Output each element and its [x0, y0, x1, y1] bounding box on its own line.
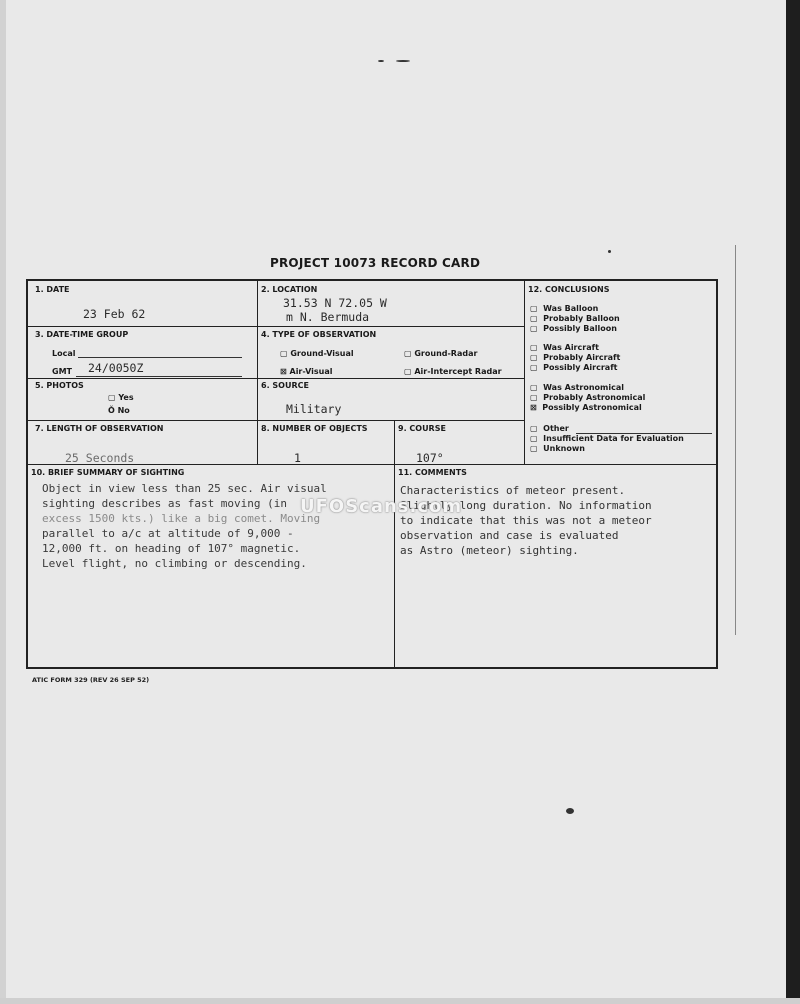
location-place: m N. Bermuda — [286, 310, 370, 324]
conclusion-probably-aircraft: ▢ Probably Aircraft — [530, 353, 621, 362]
comment-line: Characteristics of meteor present. — [400, 484, 626, 497]
checkbox-icon: ▢ — [530, 363, 538, 372]
date-label: 1. DATE — [35, 285, 70, 294]
course-value: 107° — [416, 451, 444, 465]
summary-line: parallel to a/c at altitude of 9,000 - — [42, 527, 294, 540]
checkbox-icon: ▢ — [530, 444, 538, 453]
photos-no-option: Ŏ No — [108, 406, 130, 415]
conclusion-was-astronomical: ▢ Was Astronomical — [530, 383, 624, 392]
gmt-value: 24/0050Z — [88, 361, 144, 375]
checkbox-icon: ▢ — [530, 424, 538, 433]
conclusion-probably-balloon: ▢ Probably Balloon — [530, 314, 620, 323]
length-value: 25 Seconds — [65, 451, 135, 465]
air-visual-option: ⊠ Air-Visual — [280, 367, 333, 376]
local-label: Local — [52, 349, 76, 358]
conclusion-possibly-astronomical: ⊠ Possibly Astronomical — [530, 403, 642, 412]
checkbox-icon: ▢ — [530, 324, 538, 333]
scan-right-edge — [786, 0, 800, 1004]
form-footer: ATIC FORM 329 (REV 26 SEP 52) — [32, 676, 150, 684]
local-underline — [78, 357, 242, 358]
speck — [566, 808, 574, 814]
checkbox-icon: ▢ — [404, 367, 412, 376]
source-label: 6. SOURCE — [261, 381, 309, 390]
length-label: 7. LENGTH OF OBSERVATION — [35, 424, 164, 433]
checkbox-icon: ▢ — [404, 349, 412, 358]
summary-line: Level flight, no climbing or descending. — [42, 557, 307, 570]
checkbox-icon: ▢ — [530, 393, 538, 402]
conclusion-probably-astronomical: ▢ Probably Astronomical — [530, 393, 646, 402]
summary-line: sighting describes as fast moving (in — [42, 497, 288, 510]
record-card — [26, 279, 718, 669]
comments-label: 11. COMMENTS — [398, 468, 467, 477]
checkbox-checked-icon: ⊠ — [280, 367, 287, 376]
checkbox-icon: ▢ — [108, 393, 116, 402]
grid-line — [257, 281, 258, 464]
checkbox-icon: ▢ — [530, 383, 538, 392]
ground-visual-option: ▢ Ground-Visual — [280, 349, 354, 358]
checkbox-checked-icon: Ŏ — [108, 406, 115, 415]
comment-line: Slightly long duration. No information — [400, 499, 652, 512]
page-title: PROJECT 10073 RECORD CARD — [270, 256, 481, 270]
grid-line — [524, 281, 525, 464]
conclusion-possibly-aircraft: ▢ Possibly Aircraft — [530, 363, 618, 372]
checkbox-icon: ▢ — [530, 343, 538, 352]
ground-radar-option: ▢ Ground-Radar — [404, 349, 478, 358]
speck — [378, 60, 384, 62]
comment-line: observation and case is evaluated — [400, 529, 619, 542]
conclusion-possibly-balloon: ▢ Possibly Balloon — [530, 324, 617, 333]
source-value: Military — [286, 402, 342, 416]
grid-line — [28, 420, 524, 421]
conclusion-was-balloon: ▢ Was Balloon — [530, 304, 599, 313]
checkbox-checked-icon: ⊠ — [530, 403, 537, 412]
grid-line — [28, 326, 524, 327]
speck — [608, 250, 611, 253]
scan-rule — [735, 245, 736, 635]
summary-line: Object in view less than 25 sec. Air visual — [42, 482, 327, 495]
observation-type-label: 4. TYPE OF OBSERVATION — [261, 330, 377, 339]
comment-line: to indicate that this was not a meteor — [400, 514, 652, 527]
grid-line — [394, 420, 395, 669]
speck — [396, 60, 410, 62]
watermark: UFOScans.com — [300, 496, 463, 517]
photos-label: 5. PHOTOS — [35, 381, 84, 390]
conclusions-label: 12. CONCLUSIONS — [528, 285, 610, 294]
gmt-underline — [76, 376, 242, 377]
summary-line: 12,000 ft. on heading of 107° magnetic. — [42, 542, 301, 555]
grid-line — [28, 378, 524, 379]
gmt-label: GMT — [52, 367, 72, 376]
checkbox-icon: ▢ — [530, 304, 538, 313]
checkbox-icon: ▢ — [530, 353, 538, 362]
checkbox-icon: ▢ — [530, 314, 538, 323]
objects-value: 1 — [294, 451, 301, 465]
conclusion-insufficient-data: ▢ Insufficient Data for Evaluation — [530, 434, 684, 443]
scan-bottom-edge — [0, 998, 800, 1004]
air-intercept-radar-option: ▢ Air-Intercept Radar — [404, 367, 502, 376]
date-value: 23 Feb 62 — [83, 307, 146, 321]
summary-label: 10. BRIEF SUMMARY OF SIGHTING — [31, 468, 185, 477]
conclusion-other: ▢ Other — [530, 424, 569, 433]
comments-text — [400, 483, 652, 558]
location-coords: 31.53 N 72.05 W — [283, 296, 387, 310]
objects-label: 8. NUMBER OF OBJECTS — [261, 424, 368, 433]
comment-line: as Astro (meteor) sighting. — [400, 544, 579, 557]
conclusion-unknown: ▢ Unknown — [530, 444, 585, 453]
checkbox-icon: ▢ — [530, 434, 538, 443]
dtg-label: 3. DATE-TIME GROUP — [35, 330, 129, 339]
location-label: 2. LOCATION — [261, 285, 318, 294]
course-label: 9. COURSE — [398, 424, 446, 433]
checkbox-icon: ▢ — [280, 349, 288, 358]
photos-yes-option: ▢ Yes — [108, 393, 134, 402]
summary-text — [42, 481, 327, 571]
summary-line: excess 1500 kts.) like a big comet. Moving — [42, 512, 321, 525]
conclusion-was-aircraft: ▢ Was Aircraft — [530, 343, 599, 352]
